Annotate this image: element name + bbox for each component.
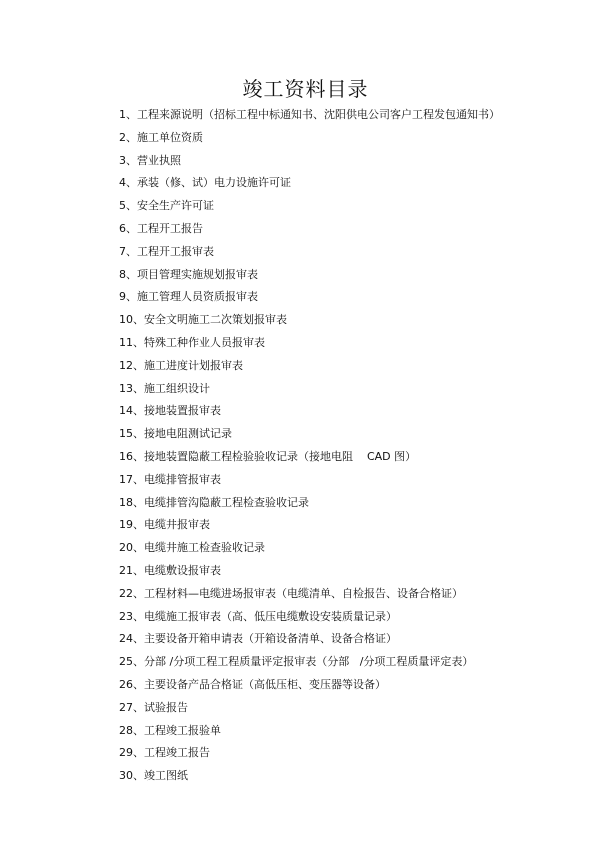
toc-item xyxy=(119,560,589,583)
toc-item xyxy=(119,697,589,720)
toc-item-text: 14、接地装置报审表 xyxy=(119,404,221,418)
toc-item-text: 1、工程来源说明（招标工程中标通知书、沈阳供电公司客户工程发包通知书） xyxy=(119,108,500,121)
toc-item xyxy=(119,583,589,606)
toc-item xyxy=(119,400,589,423)
toc-item-text: 4、承装（修、试）电力设施许可证 xyxy=(119,176,291,190)
toc-item xyxy=(119,537,589,560)
toc-item xyxy=(119,606,589,629)
toc-item-text: 10、安全文明施工二次策划报审表 xyxy=(119,313,287,327)
toc-item-text: 2、施工单位资质 xyxy=(119,130,203,144)
toc-item xyxy=(119,651,589,674)
toc-item-text: 24、主要设备开箱申请表（开箱设备清单、设备合格证） xyxy=(119,632,397,646)
toc-item-text: 23、电缆施工报审表（高、低压电缆敷设安装质量记录） xyxy=(119,609,397,623)
toc-item-text: 9、施工管理人员资质报审表 xyxy=(119,290,258,304)
toc-item xyxy=(119,332,589,355)
toc-item xyxy=(119,172,589,195)
toc-item-text: 11、特殊工种作业人员报审表 xyxy=(119,335,265,349)
toc-item xyxy=(119,628,589,651)
toc-item xyxy=(119,264,589,287)
toc-item-text: 7、工程开工报审表 xyxy=(119,244,214,258)
toc-item xyxy=(119,195,589,218)
toc-item-text: 3、营业执照 xyxy=(119,153,181,167)
toc-item-text: 28、工程竣工报验单 xyxy=(119,723,221,737)
toc-item xyxy=(119,150,589,173)
toc-item xyxy=(119,309,589,332)
toc-item xyxy=(119,104,589,127)
toc-item-text: 20、电缆井施工检查验收记录 xyxy=(119,541,265,555)
toc-item-text: 6、工程开工报告 xyxy=(119,221,203,235)
toc-item xyxy=(119,241,589,264)
toc-item xyxy=(119,765,589,788)
page-title: 竣工资料目录 xyxy=(242,77,369,101)
toc-item xyxy=(119,492,589,515)
toc-item xyxy=(119,423,589,446)
toc-item-text: 17、电缆排管报审表 xyxy=(119,472,221,486)
toc-item-text: 19、电缆井报审表 xyxy=(119,518,210,532)
toc-item-text: 26、主要设备产品合格证（高低压柜、变压器等设备） xyxy=(119,677,386,691)
toc-item-text: 27、试验报告 xyxy=(119,700,188,714)
toc-item-text: 15、接地电阻测试记录 xyxy=(119,427,232,441)
toc-item xyxy=(119,674,589,697)
toc-item xyxy=(119,720,589,743)
toc-item xyxy=(119,446,589,469)
toc-item-text: 25、分部 /分项工程工程质量评定报审表（分部 /分项工程质量评定表） xyxy=(119,655,474,669)
toc-item-text: 12、施工进度计划报审表 xyxy=(119,358,243,372)
toc-item xyxy=(119,355,589,378)
toc-item xyxy=(119,514,589,537)
toc-item-text: 30、竣工图纸 xyxy=(119,769,188,783)
toc-item xyxy=(119,469,589,492)
toc-item-text: 16、接地装置隐蔽工程检验验收记录（接地电阻 CAD 图） xyxy=(119,449,417,463)
toc-item-text: 29、工程竣工报告 xyxy=(119,746,210,760)
toc-item xyxy=(119,127,589,150)
table-of-contents xyxy=(119,104,589,788)
toc-item xyxy=(119,286,589,309)
toc-item-text: 5、安全生产许可证 xyxy=(119,199,214,213)
toc-item-text: 22、工程材料—电缆进场报审表（电缆清单、自检报告、设备合格证） xyxy=(119,586,463,600)
toc-item-text: 13、施工组织设计 xyxy=(119,381,210,395)
toc-item xyxy=(119,218,589,241)
toc-item xyxy=(119,742,589,765)
toc-item-text: 8、项目管理实施规划报审表 xyxy=(119,267,258,281)
toc-item-text: 21、电缆敷设报审表 xyxy=(119,563,221,577)
toc-item-text: 18、电缆排管沟隐蔽工程检查验收记录 xyxy=(119,495,309,509)
toc-item xyxy=(119,378,589,401)
